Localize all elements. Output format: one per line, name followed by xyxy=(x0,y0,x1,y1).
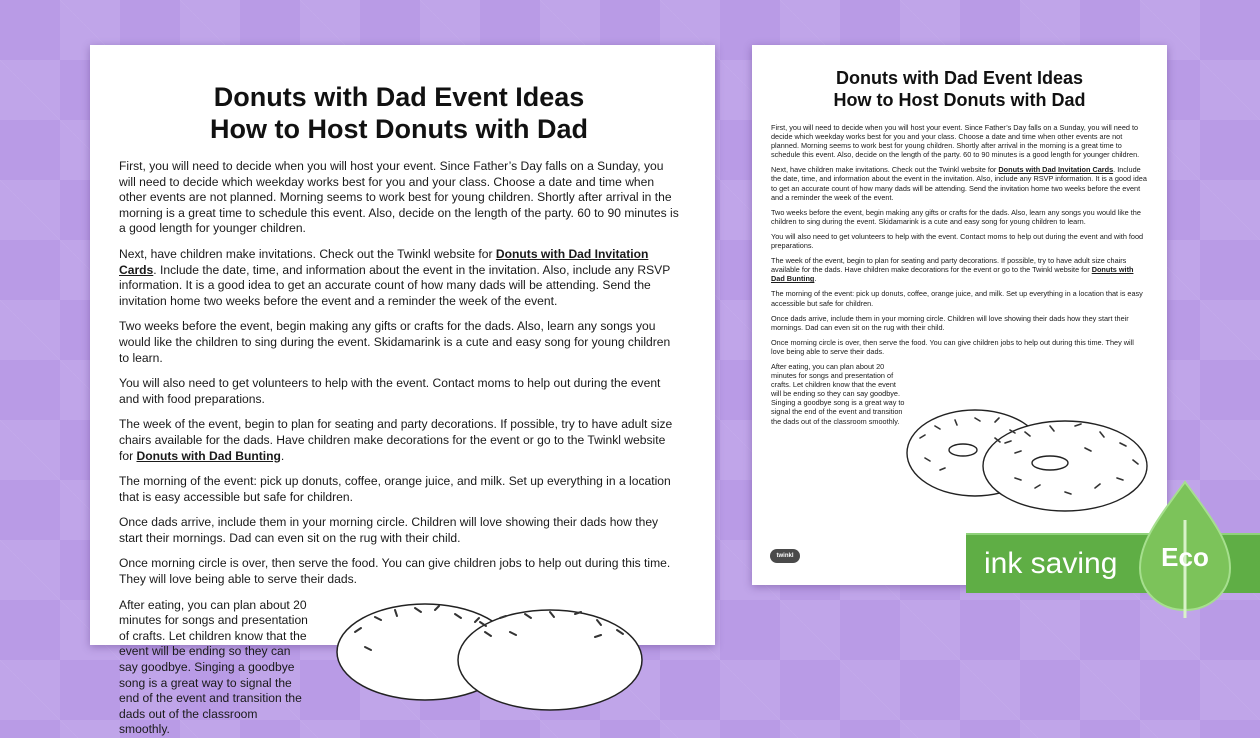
twinkl-logo: twinkl xyxy=(770,549,800,563)
preview-paragraph-arrival: Once dads arrive, include them in your morning circle. Children will love showing their dads how they start their mornings. Dad can even sit on the rug with their child. xyxy=(771,313,1129,332)
paragraph-after-eating: After eating, you can plan about 20 minutes for songs and presentation of crafts. Let children know that the event will be ending so they can say goodbye. Singing a goodbye song is a great way to signal the end of the event and transition the dads out of the classroom smoothly. xyxy=(119,597,308,737)
preview-paragraph-serve-food: Once morning circle is over, then serve the food. You can give children jobs to help out during this time. They will love being able to serve their dads. xyxy=(771,337,1134,356)
paragraph-arrival: Once dads arrive, include them in your morning circle. Children will love showing their dads how they start their mornings. Dad can even sit on the rug with their child. xyxy=(119,515,659,545)
preview-title: Donuts with Dad Event Ideas xyxy=(835,68,1084,88)
paragraph-invitations: Next, have children make invitations. Check out the Twinkl website for Donuts with Dad Invitation Cards. Include the date, time, and information about the event in the invitation. Also, include any RSVP information. It is a good idea to get an accurate count of how many dads will be attending. Send the invitation home two weeks before the event and a reminder the week of the event. xyxy=(119,246,671,308)
preview-subtitle: How to Host Donuts with Dad xyxy=(833,90,1086,110)
page-subtitle: How to Host Donuts with Dad xyxy=(210,114,588,144)
ink-saving-label: ink saving xyxy=(984,547,1118,580)
preview-paragraph-gifts: Two weeks before the event, begin making any gifts or crafts for the dads. Also, learn any songs you would like the children to sing during the event. Skidamarink is a cute and easy song for young children to learn. xyxy=(771,207,1141,226)
bunting-link[interactable]: Donuts with Dad Bunting xyxy=(136,448,281,463)
donut-illustration xyxy=(335,592,645,702)
preview-paragraph-invitations: Next, have children make invitations. Check out the Twinkl website for Donuts with Dad Invitation Cards. Include the date, time, and information about the event in the invitation. Also, include any RSVP information. It is a good idea to get an accurate count of how many dads will be attending. Send the invitation home two weeks before the event and a reminder the week of the event. xyxy=(771,165,1147,202)
paragraph-decide-date: First, you will need to decide when you will host your event. Since Father’s Day falls on a Sunday, you will need to decide which weekday works best for you and your class. Choose a date and time when other events are not planned. Morning seems to work best for young children. Shortly after arrival in the morning is a great time to schedule this event. Also, decide on the length of the party. 60 to 90 minutes is a good length for younger children. xyxy=(119,159,679,236)
preview-paragraph-decide-date: First, you will need to decide when you will host your event. Since Father’s Day falls on a Sunday, you will need to decide which weekday works best for you and your class. Choose a date and time when other events are not planned. Morning seems to work best for young children. Shortly after arrival in the morning is a great time to schedule this event. Also, decide on the length of the party. 60 to 90 minutes is a good length for younger children. xyxy=(771,123,1140,160)
invitation-cards-link[interactable]: Donuts with Dad Invitation Cards xyxy=(119,246,649,277)
paragraph-morning: The morning of the event: pick up donuts, coffee, orange juice, and milk. Set up everything in a location that is easy accessible but safe for children. xyxy=(119,474,671,504)
preview-invitation-cards-link[interactable]: Donuts with Dad Invitation Cards xyxy=(998,165,1114,175)
preview-paragraph-morning: The morning of the event: pick up donuts, coffee, orange juice, and milk. Set up everything in a location that is easy accessible but safe for children. xyxy=(771,289,1143,308)
paragraph-volunteers: You will also need to get volunteers to help with the event. Contact moms to help out during the event and with food preparations. xyxy=(119,376,661,406)
preview-donut-illustration xyxy=(905,408,1150,513)
paragraph-gifts: Two weeks before the event, begin making any gifts or crafts for the dads. Also, learn any songs you would like the children to sing during the event. Skidamarink is a cute and easy song for young children to learn. xyxy=(119,319,671,365)
preview-paragraph-volunteers: You will also need to get volunteers to help with the event. Contact moms to help out during the event and with food preparations. xyxy=(771,231,1144,251)
preview-paragraph-after-eating: After eating, you can plan about 20 minutes for songs and presentation of crafts. Let children know that the event will be ending so they can say goodbye. Singing a goodbye song is a great way to signal the end of the event and transition the dads out of the classroom smoothly. xyxy=(771,361,905,426)
page-title: Donuts with Dad Event Ideas xyxy=(213,82,585,112)
worksheet-page-preview xyxy=(752,45,1167,585)
preview-bunting-link[interactable]: Donuts with Dad Bunting xyxy=(771,265,1134,284)
worksheet-page-main xyxy=(90,45,715,737)
paragraph-decorations: The week of the event, begin to plan for seating and party decorations. If possible, try to have adult size chairs available for the dads. Have children make decorations for the event or go to the Twinkl website for Donuts with Dad Bunting. xyxy=(119,417,673,463)
eco-label: Eco xyxy=(1161,542,1209,572)
preview-paragraph-decorations: The week of the event, begin to plan for seating and party decorations. If possible, try to have adult size chairs available for the dads. Have children make decorations for the event or go to the Twinkl website for Donuts with Dad Bunting. xyxy=(771,256,1134,284)
paragraph-serve-food: Once morning circle is over, then serve the food. You can give children jobs to help out during this time. They will love being able to serve their dads. xyxy=(119,556,671,587)
